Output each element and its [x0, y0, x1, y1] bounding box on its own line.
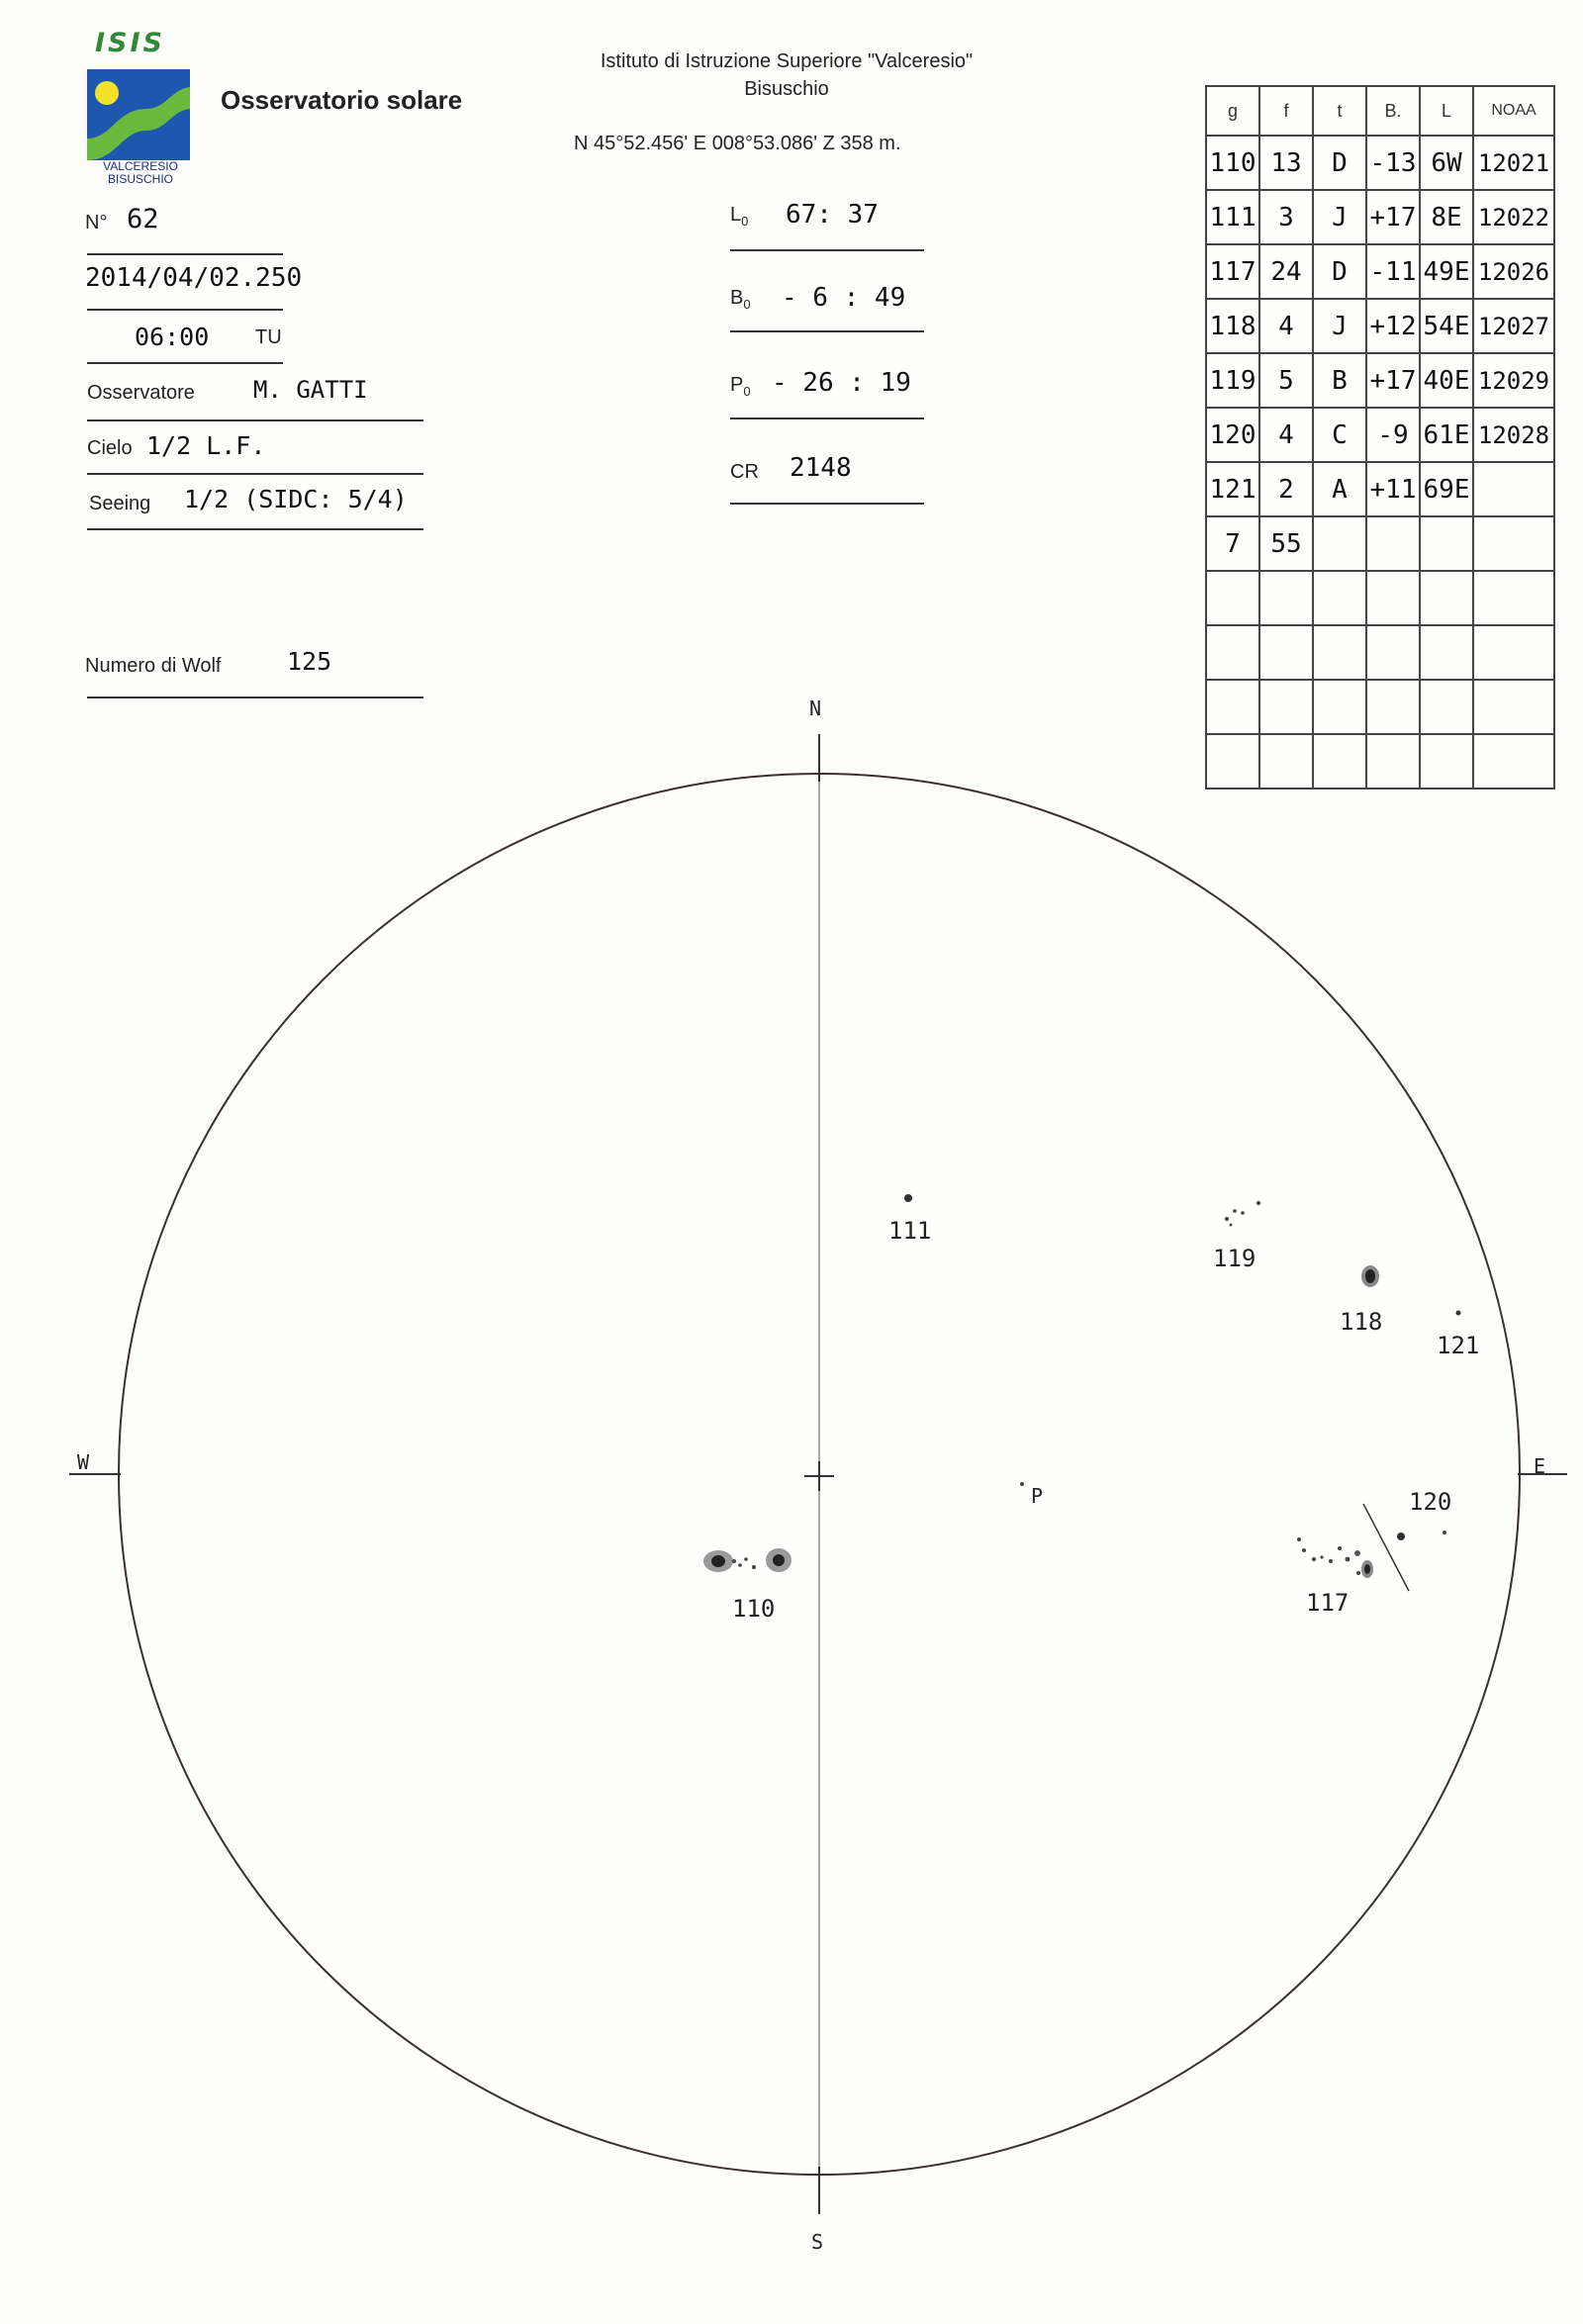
CR-label: CR [730, 461, 759, 483]
table-cell: 4 [1259, 299, 1313, 353]
table-cell: C [1313, 408, 1366, 462]
site-coordinates: N 45°52.456' E 008°53.086' Z 358 m. [574, 133, 901, 154]
group-label-110: 110 [732, 1595, 776, 1623]
wolf-value: 125 [287, 647, 332, 676]
table-cell: 3 [1259, 190, 1313, 244]
east-label: E [1534, 1454, 1546, 1478]
table-cell: 49E [1420, 244, 1473, 299]
sunspot-group-119 [1225, 1201, 1260, 1227]
sky-value: 1/2 L.F. [146, 431, 266, 460]
group-label-117: 117 [1306, 1589, 1350, 1617]
table-cell: 61E [1420, 408, 1473, 462]
table-cell: J [1313, 299, 1366, 353]
table-cell: 110 [1206, 136, 1259, 190]
table-cell: -11 [1366, 244, 1420, 299]
wolf-label: Numero di Wolf [85, 655, 222, 677]
table-cell: 12021 [1473, 136, 1554, 190]
CR-value: 2148 [790, 453, 852, 483]
pole-dot [1020, 1482, 1024, 1486]
table-cell: A [1313, 462, 1366, 516]
sunspot-group-117 [1297, 1537, 1373, 1578]
institute-title: Istituto di Istruzione Superiore "Valceresio" [600, 50, 974, 72]
P0-value: - 26 : 19 [772, 368, 911, 398]
sunspot-121 [1456, 1311, 1461, 1316]
table-cell: +17 [1366, 353, 1420, 408]
B0-letter: B [730, 287, 744, 309]
table-cell: B [1313, 353, 1366, 408]
group-label-111: 111 [888, 1217, 932, 1245]
south-label: S [811, 2230, 824, 2254]
B0-sub: 0 [743, 297, 751, 312]
group-label-120: 120 [1409, 1488, 1452, 1516]
logo-caption-1: VALCERESIO [103, 159, 178, 173]
table-cell: +11 [1366, 462, 1420, 516]
table-cell: 119 [1206, 353, 1259, 408]
table-cell: +12 [1366, 299, 1420, 353]
observatory-title: Osservatorio solare [221, 85, 463, 115]
north-label: N [809, 697, 822, 720]
logo-caption-2: BISUSCHIO [107, 172, 173, 186]
table-cell: D [1313, 244, 1366, 299]
table-cell: -13 [1366, 136, 1420, 190]
group-label-121: 121 [1437, 1332, 1480, 1359]
sunspot-group-120 [1397, 1531, 1446, 1540]
observer-value: M. GATTI [253, 376, 368, 404]
sunspot-group-110 [703, 1548, 792, 1572]
table-cell: D [1313, 136, 1366, 190]
seeing-value: 1/2 (SIDC: 5/4) [184, 485, 408, 513]
header-g: g [1206, 86, 1259, 136]
L0-value: 67: 37 [786, 200, 879, 230]
table-cell: 55 [1259, 516, 1313, 571]
sunspot-118-umbra [1365, 1269, 1375, 1283]
pole-label: P [1031, 1484, 1044, 1508]
number-value: 62 [127, 204, 159, 234]
observation-time: 06:00 [135, 323, 210, 351]
table-cell: 2 [1259, 462, 1313, 516]
logo-brand: ISIS [95, 28, 165, 58]
table-cell: -9 [1366, 408, 1420, 462]
group-label-119: 119 [1213, 1245, 1257, 1272]
table-cell: 40E [1420, 353, 1473, 408]
B0-value: - 6 : 49 [782, 283, 906, 313]
table-cell: 24 [1259, 244, 1313, 299]
table-cell: +17 [1366, 190, 1420, 244]
table-cell: 4 [1259, 408, 1313, 462]
header-l: L [1420, 86, 1473, 136]
number-label: N° [85, 212, 108, 233]
observer-label: Osservatore [87, 382, 195, 404]
table-cell: 12027 [1473, 299, 1554, 353]
table-cell: 6W [1420, 136, 1473, 190]
P0-letter: P [730, 374, 744, 396]
sunspot-111 [904, 1194, 912, 1202]
group-120-separator [1363, 1504, 1409, 1591]
table-cell: 12028 [1473, 408, 1554, 462]
header-f: f [1259, 86, 1313, 136]
table-cell: 121 [1206, 462, 1259, 516]
sky-label: Cielo [87, 437, 133, 459]
observation-date: 2014/04/02.250 [85, 263, 303, 293]
west-label: W [77, 1450, 90, 1474]
table-cell: 69E [1420, 462, 1473, 516]
seeing-label: Seeing [89, 493, 151, 514]
P0-sub: 0 [743, 384, 751, 399]
L0-sub: 0 [741, 214, 749, 229]
table-cell: 7 [1206, 516, 1259, 571]
table-cell: 5 [1259, 353, 1313, 408]
table-cell: 54E [1420, 299, 1473, 353]
time-unit: TU [255, 326, 282, 348]
institute-city: Bisuschio [744, 78, 829, 100]
group-label-118: 118 [1340, 1308, 1383, 1336]
header-b: B. [1366, 86, 1420, 136]
table-cell: 118 [1206, 299, 1259, 353]
table-cell: 120 [1206, 408, 1259, 462]
header-t: t [1313, 86, 1366, 136]
table-cell: 117 [1206, 244, 1259, 299]
L0-letter: L [730, 204, 742, 226]
header-noaa: NOAA [1473, 86, 1554, 136]
table-cell: J [1313, 190, 1366, 244]
table-cell: 12026 [1473, 244, 1554, 299]
table-cell: 13 [1259, 136, 1313, 190]
table-cell: 8E [1420, 190, 1473, 244]
table-cell: 12029 [1473, 353, 1554, 408]
table-cell: 12022 [1473, 190, 1554, 244]
table-cell: 111 [1206, 190, 1259, 244]
